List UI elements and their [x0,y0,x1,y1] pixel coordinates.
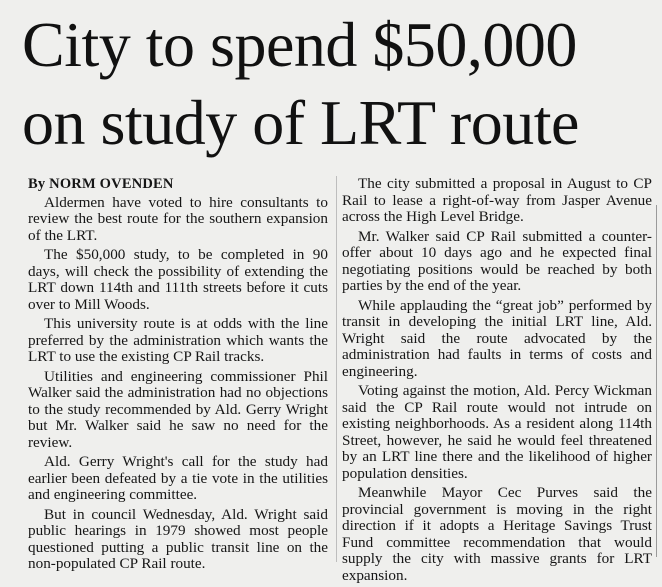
article-column-left [28,176,328,576]
paragraph: Meanwhile Mayor Cec Purves said the provincial government is moving in the right direction if it adopts a Heritage Savings Trust Fund committee recommendation that would supply the city with massive grants for LRT expansion. [342,484,652,584]
paragraph: Aldermen have voted to hire consultants to review the best route for the southern expansion of the LRT. [28,193,328,244]
headline [22,6,658,162]
paragraph: Mr. Walker said CP Rail submitted a counter-offer about 10 days ago and he expected final negotiating positions would be reached by both parties by the end of the year. [342,227,652,294]
paragraph: Voting against the motion, Ald. Percy Wickman said the CP Rail route would not intrude on existing neighborhoods. As a resident along 114th Street, however, he said he would feel threatened by an LRT line there and the likelihood of higher population densities. [342,382,652,482]
paragraph: While applauding the “great job” performed by transit in developing the initial LRT line, Ald. Wright said the route advocated by the administration had faults in terms of costs and engineering. [342,296,652,380]
paragraph: This university route is at odds with the line preferred by the administration which wants the LRT to use the existing CP Rail tracks. [28,315,328,365]
article-column-right [342,176,652,587]
byline: By NORM OVENDEN [28,176,174,192]
headline-line-2: on study of LRT route [22,87,579,158]
column-divider [336,176,337,562]
paragraph: Utilities and engineering commissioner Phil Walker said the administration had no objections to the study recommended by Ald. Gerry Wright but Mr. Walker said he saw no need for the review. [28,367,328,451]
paragraph: The city submitted a proposal in August to CP Rail to lease a right-of-way from Jasper Avenue across the High Level Bridge. [342,175,652,225]
clipping-edge-line [656,205,657,557]
paragraph: The $50,000 study, to be completed in 90 days, will check the possibility of extending the LRT down 114th and 111th streets before it cuts over to Mill Woods. [28,246,328,313]
paragraph: But in council Wednesday, Ald. Wright said public hearings in 1979 showed most people questioned putting a public transit line on the non-populated CP Rail route. [28,505,328,572]
headline-line-1: City to spend $50,000 [22,9,577,80]
paragraph: Ald. Gerry Wright's call for the study had earlier been defeated by a tie vote in the utilities and engineering committee. [28,453,328,503]
